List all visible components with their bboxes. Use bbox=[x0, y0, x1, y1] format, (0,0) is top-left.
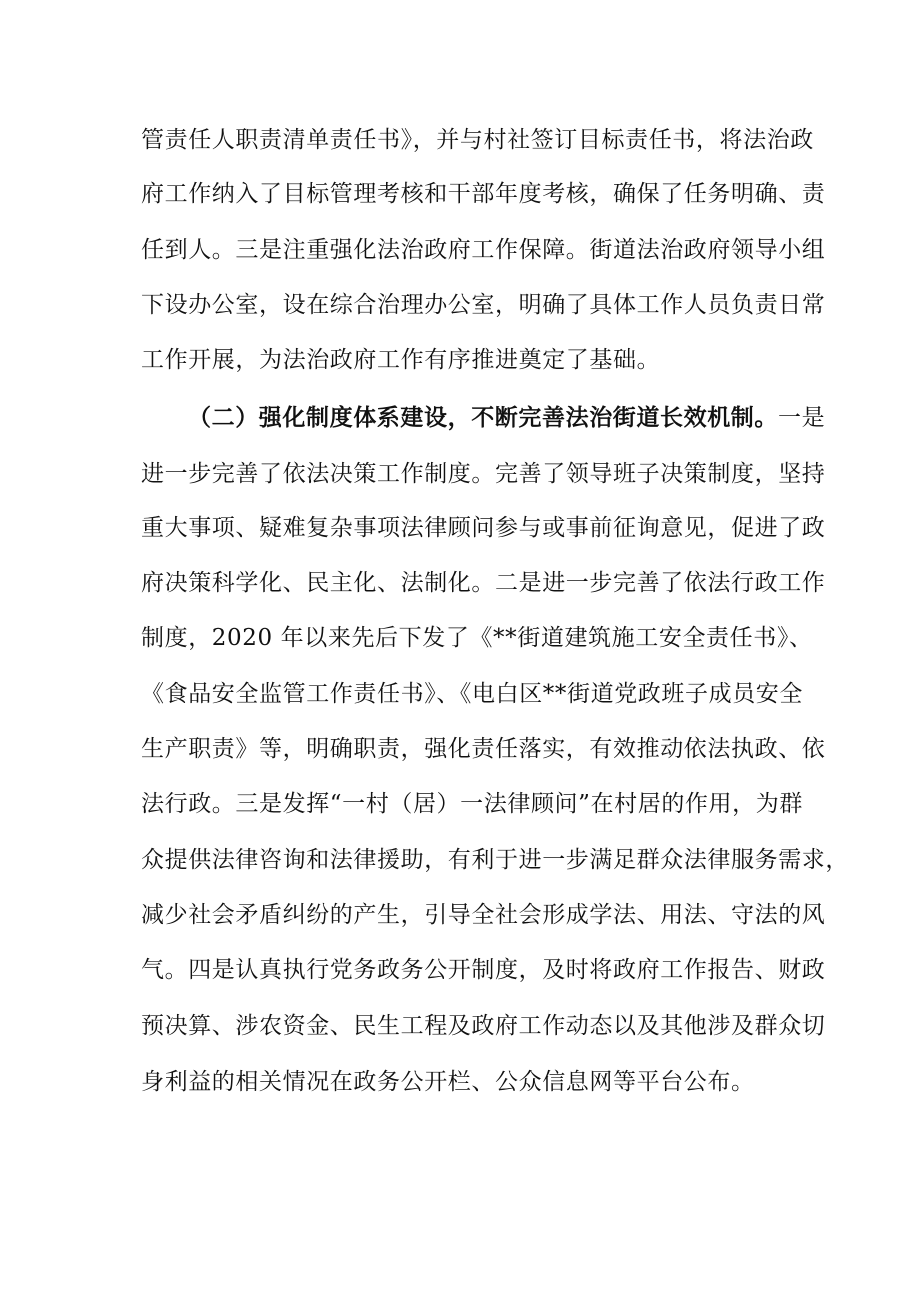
body-text-line: 重大事项、疑难复杂事项法律顾问参与或事前征询意见，促进了政 bbox=[141, 515, 826, 541]
section-heading: （二）强化制度体系建设，不断完善法治街道长效机制。 bbox=[188, 404, 778, 431]
body-text-line: 制度，2020 年以来先后下发了《**街道建筑施工安全责任书》、 bbox=[141, 625, 813, 651]
body-text-line: 预决算、涉农资金、民生工程及政府工作动态以及其他涉及群众切 bbox=[141, 1013, 826, 1039]
body-text-line: 下设办公室，设在综合治理办公室，明确了具体工作人员负责日常 bbox=[141, 292, 826, 318]
body-text-line: 府决策科学化、民主化、法制化。二是进一步完善了依法行政工作 bbox=[141, 570, 826, 596]
body-text-line: 减少社会矛盾纠纷的产生，引导全社会形成学法、用法、守法的风 bbox=[141, 902, 826, 928]
body-text-line: 生产职责》等，明确职责，强化责任落实，有效推动依法执政、依 bbox=[141, 736, 826, 762]
body-text-line: 法行政。三是发挥“一村（居）一法律顾问”在村居的作用，为群 bbox=[141, 791, 803, 817]
body-text-line: 《食品安全监管工作责任书》、《电白区**街道党政班子成员安全 bbox=[141, 681, 803, 707]
body-text-line: 进一步完善了依法决策工作制度。完善了领导班子决策制度，坚持 bbox=[141, 461, 826, 487]
body-text-line: 任到人。三是注重强化法治政府工作保障。街道法治政府领导小组 bbox=[141, 237, 826, 263]
body-text-line: 管责任人职责清单责任书》，并与村社签订目标责任书，将法治政 bbox=[141, 127, 814, 153]
section-heading-line bbox=[188, 403, 825, 433]
body-text-line: 工作开展，为法治政府工作有序推进奠定了基础。 bbox=[141, 347, 661, 373]
body-text-line: 身利益的相关情况在政务公开栏、公众信息网等平台公布。 bbox=[141, 1069, 755, 1095]
body-text-line: 气。四是认真执行党务政务公开制度，及时将政府工作报告、财政 bbox=[141, 957, 826, 983]
heading-tail-text: 一是 bbox=[778, 405, 826, 431]
body-text-line: 府工作纳入了目标管理考核和干部年度考核，确保了任务明确、责 bbox=[141, 181, 826, 207]
body-text-line: 众提供法律咨询和法律援助，有利于进一步满足群众法律服务需求， bbox=[141, 847, 849, 873]
